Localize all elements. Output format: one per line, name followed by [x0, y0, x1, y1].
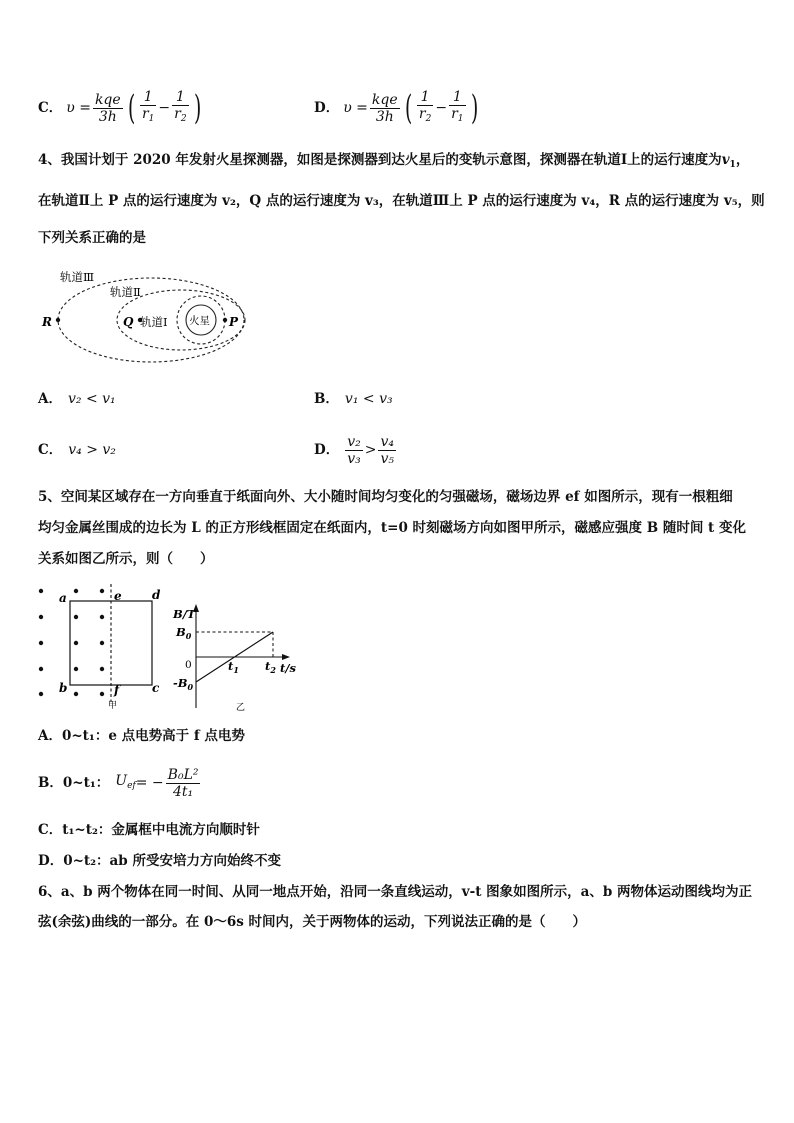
x-axis-label: t/s	[280, 661, 296, 675]
b0-label: $B_0$	[176, 625, 192, 641]
fraction: $\frac{1}{r_1}$	[451, 89, 464, 124]
fraction: $\frac{\text{B₀L²}}{\text{4t₁}}$	[167, 766, 199, 800]
right-paren: )	[193, 88, 201, 128]
q4-line-2: 在轨道Ⅱ上 P 点的运行速度为 v₂，Q 点的运行速度为 v₃，在轨道Ⅲ上 P 点的运行速度为 v₄，R 点的运行速度为 v₅，则	[38, 193, 765, 209]
q6-line-1: 6、a、b 两个物体在同一时间、从同一地点开始，沿同一条直线运动，v-t 图象如图所示，a、b 两物体运动图线均为正	[38, 884, 753, 900]
x-axis-arrow	[282, 654, 290, 660]
label-a: a	[59, 591, 67, 605]
q5-option-d: D．0~t₂：ab 所受安培力方向始终不变	[38, 853, 281, 869]
q4-option-b: B． v₁ < v₃	[314, 391, 393, 407]
left-paren: (	[404, 88, 412, 128]
zero-label: 0	[185, 659, 192, 671]
caption-yi: 乙	[236, 703, 246, 713]
q4-option-c: C． v₄ > v₂	[38, 442, 116, 458]
lhs: υ =	[343, 100, 368, 116]
minus: −	[435, 100, 448, 116]
right-paren: )	[470, 88, 478, 128]
label-f: f	[114, 683, 120, 697]
q5-line-3: 关系如图乙所示，则（ ）	[38, 551, 214, 567]
point-q-label: Q	[123, 315, 134, 329]
mars-label: 火星	[189, 315, 210, 327]
label-c: c	[152, 681, 160, 695]
caption-jia: 甲	[108, 701, 118, 711]
q5-option-c: C．t₁~t₂：金属框中电流方向顺时针	[38, 822, 260, 838]
q5-option-b: B．0~t₁： $U_{ef}$ = − $\frac{\text{B₀L²}}{\text{4t₁}}$	[38, 766, 199, 800]
figure-jia	[32, 580, 172, 712]
y-axis-label: B/T	[173, 607, 196, 621]
label-e: e	[114, 589, 122, 603]
field-dots	[39, 589, 104, 696]
point-p-dot	[223, 318, 227, 322]
point-r-dot	[56, 318, 60, 322]
fraction: $\frac{1}{r_1}$	[141, 89, 155, 124]
fraction: $\frac{\text{v₄}}{\text{v₅}}$	[380, 433, 395, 467]
point-p-label: P	[229, 315, 239, 329]
q4-option-a: A． v₂ < v₁	[38, 391, 116, 407]
left-paren: (	[127, 88, 135, 128]
label-d: d	[152, 588, 161, 602]
minus: −	[158, 100, 171, 116]
orbit-2-label: 轨道Ⅱ	[110, 285, 141, 299]
q5-line-1: 5、空间某区域存在一方向垂直于纸面向外、大小随时间均匀变化的匀强磁场，磁场边界 ef 如图所示，现有一根粗细	[38, 489, 733, 505]
q3-option-c	[38, 86, 204, 130]
fraction: $\frac{1}{r_2}$	[174, 89, 187, 124]
q5-line-2: 均匀金属丝围成的边长为 L 的正方形线框固定在纸面内，t=0 时刻磁场方向如图甲所示，磁感应强度 B 随时间 t 变化	[38, 520, 746, 536]
q4-option-d: D． $\frac{\text{v₂}}{\text{v₃}}$ > $\frac{\text{v₄}}{\text{v₅}}$	[314, 433, 395, 467]
label-b: b	[59, 681, 68, 695]
orbit-3-label: 轨道Ⅲ	[60, 270, 95, 284]
option-label: D．	[314, 100, 340, 116]
q4-line-3: 下列关系正确的是	[38, 230, 146, 246]
t2-label: $t_2$	[265, 659, 276, 675]
option-label: C．	[38, 100, 63, 116]
q5-option-a: A．0~t₁：e 点电势高于 f 点电势	[38, 728, 245, 744]
q3-option-d	[314, 86, 481, 130]
fraction: $\frac{\text{kqe}}{3h}$	[371, 91, 398, 125]
t1-label: $t_1$	[228, 659, 239, 675]
q4-line-1: 4、我国计划于 2020 年发射火星探测器，如图是探测器到达火星后的变轨示意图，探测器在轨道Ⅰ上的运行速度为$v_1$，	[38, 152, 750, 170]
neg-b0-label: $-B_0$	[173, 676, 194, 692]
fraction: $\frac{1}{r_2}$	[418, 89, 432, 124]
q6-line-2: 弦(余弦)曲线的一部分。在 0～6s 时间内，关于两物体的运动，下列说法正确的是（ ）	[38, 914, 587, 930]
fraction: $\frac{\text{v₂}}{\text{v₃}}$	[347, 433, 361, 467]
fraction: $\frac{\text{kqe}}{3h}$	[94, 91, 121, 125]
orbit-diagram	[36, 262, 246, 364]
point-r-label: R	[42, 315, 52, 329]
lhs: υ =	[66, 100, 91, 116]
figure-yi	[172, 600, 302, 714]
orbit-1-label: 轨道Ⅰ	[140, 315, 168, 329]
